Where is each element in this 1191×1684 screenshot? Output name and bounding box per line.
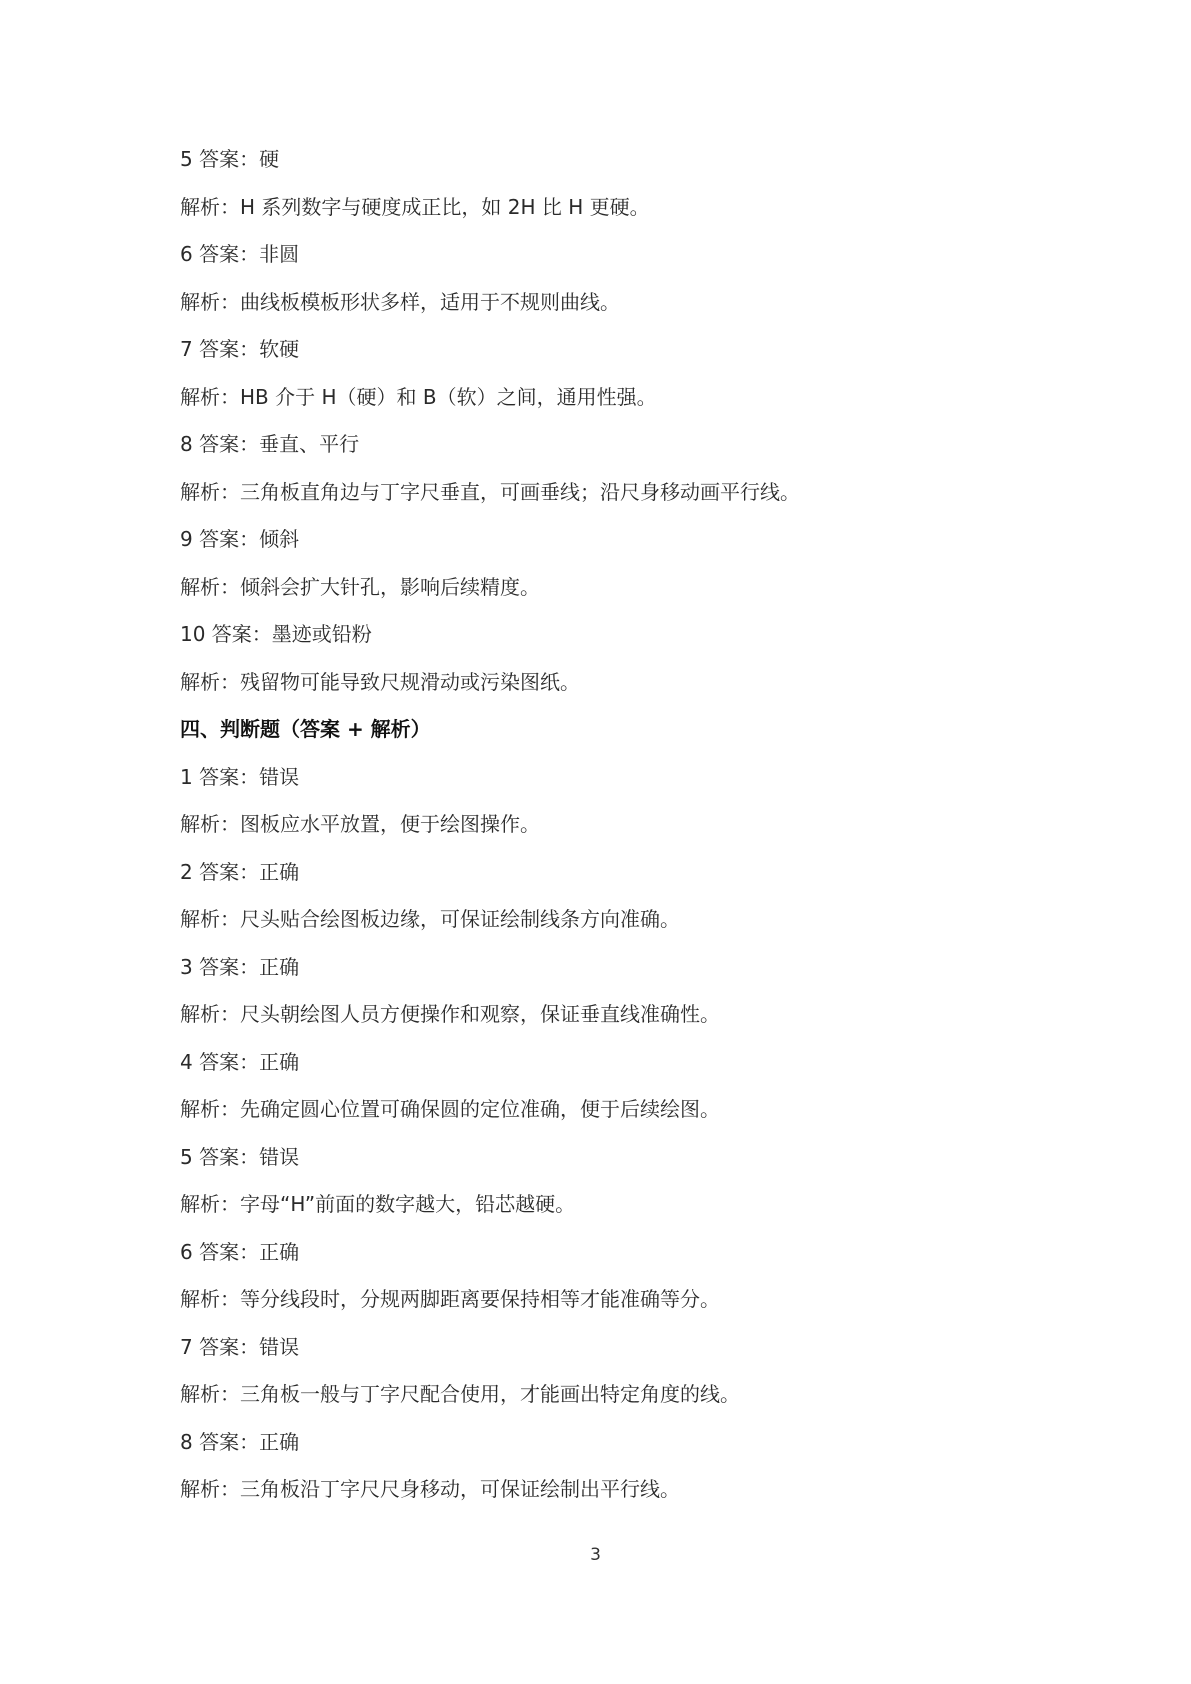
answer-line: 5 答案：硬 <box>180 147 280 171</box>
explanation-line: 解析：三角板沿丁字尺尺身移动，可保证绘制出平行线。 <box>180 1477 680 1501</box>
answer-line: 6 答案：正确 <box>180 1239 300 1264</box>
answer-line: 3 答案：正确 <box>180 954 300 979</box>
explanation-line: 解析：倾斜会扩大针孔，影响后续精度。 <box>180 574 540 599</box>
section-heading: 四、判断题（答案 + 解析） <box>180 717 431 741</box>
answer-line: 6 答案：非圆 <box>180 242 300 266</box>
answer-line: 8 答案：垂直、平行 <box>180 432 360 456</box>
explanation-line: 解析：曲线板模板形状多样，适用于不规则曲线。 <box>180 289 620 314</box>
explanation-line: 解析：字母“H”前面的数字越大，铅芯越硬。 <box>180 1192 576 1216</box>
explanation-line: 解析：三角板直角边与丁字尺垂直，可画垂线；沿尺身移动画平行线。 <box>180 479 800 504</box>
answer-line: 2 答案：正确 <box>180 859 300 884</box>
answer-line: 4 答案：正确 <box>180 1049 300 1074</box>
answer-line: 9 答案：倾斜 <box>180 527 300 551</box>
explanation-line: 解析：先确定圆心位置可确保圆的定位准确，便于后续绘图。 <box>180 1097 720 1121</box>
page-number: 3 <box>590 1545 601 1565</box>
answer-line: 1 答案：错误 <box>180 764 300 789</box>
explanation-line: 解析：三角板一般与丁字尺配合使用，才能画出特定角度的线。 <box>180 1382 740 1406</box>
explanation-line: 解析：图板应水平放置，便于绘图操作。 <box>180 812 540 836</box>
answer-line: 7 答案：错误 <box>180 1334 300 1359</box>
explanation-line: 解析：HB 介于 H（硬）和 B（软）之间，通用性强。 <box>180 384 657 409</box>
answer-line: 8 答案：正确 <box>180 1429 300 1454</box>
explanation-line: 解析：尺头贴合绘图板边缘，可保证绘制线条方向准确。 <box>180 907 680 931</box>
explanation-line: 解析：H 系列数字与硬度成正比，如 2H 比 H 更硬。 <box>180 194 650 219</box>
answer-line: 5 答案：错误 <box>180 1144 300 1169</box>
answer-line: 7 答案：软硬 <box>180 337 300 361</box>
explanation-line: 解析：等分线段时，分规两脚距离要保持相等才能准确等分。 <box>180 1287 720 1311</box>
explanation-line: 解析：尺头朝绘图人员方便操作和观察，保证垂直线准确性。 <box>180 1002 720 1026</box>
answer-line: 10 答案：墨迹或铅粉 <box>180 622 372 646</box>
explanation-line: 解析：残留物可能导致尺规滑动或污染图纸。 <box>180 669 580 694</box>
answer-content <box>180 143 1040 1521</box>
